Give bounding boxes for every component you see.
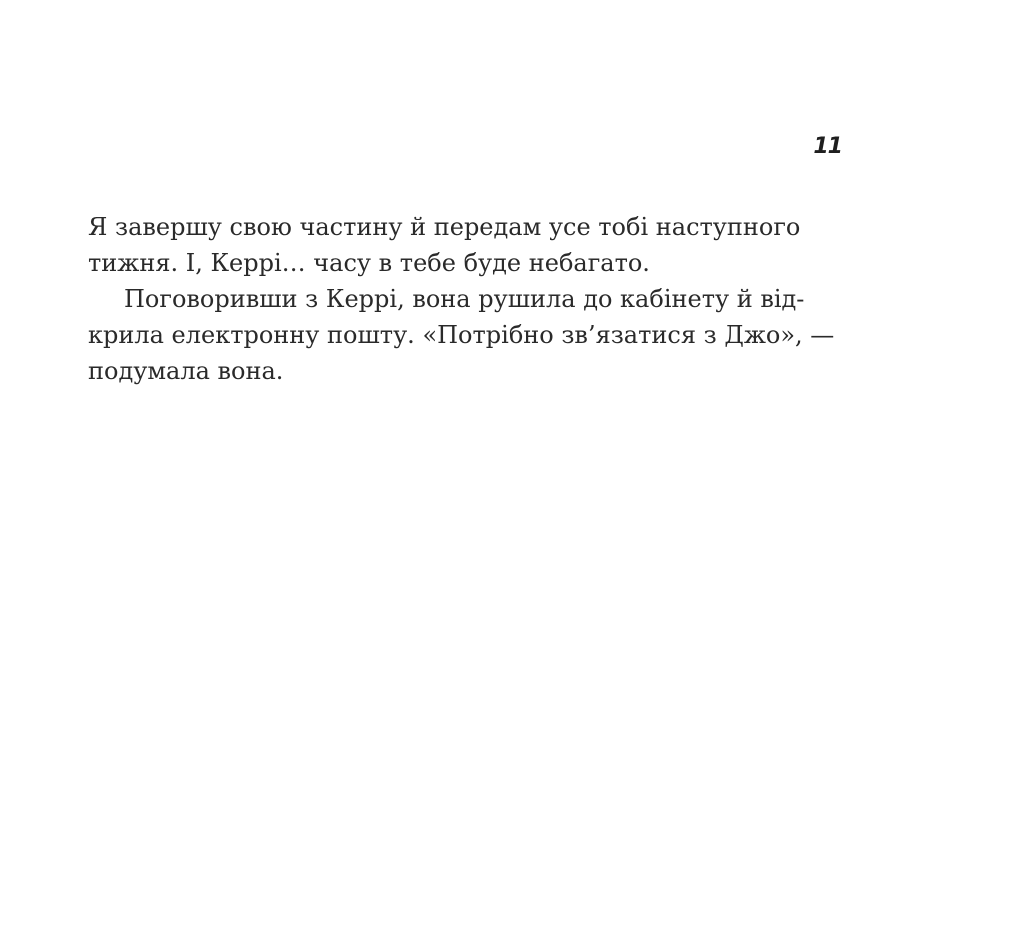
body-text bbox=[88, 209, 848, 389]
text-line: Я завершу свою частину й передам усе тобі наступного bbox=[88, 213, 801, 241]
text-line: тижня. І, Керрі… часу в тебе буде небагато. bbox=[88, 249, 650, 277]
text-line: подумала вона. bbox=[88, 357, 284, 385]
text-line: Поговоривши з Керрі, вона рушила до кабінету й від- bbox=[124, 285, 805, 313]
page-number: 11 bbox=[813, 134, 842, 159]
text-line: крила електронну пошту. «Потрібно зв’язатися з Джо», — bbox=[88, 321, 835, 349]
